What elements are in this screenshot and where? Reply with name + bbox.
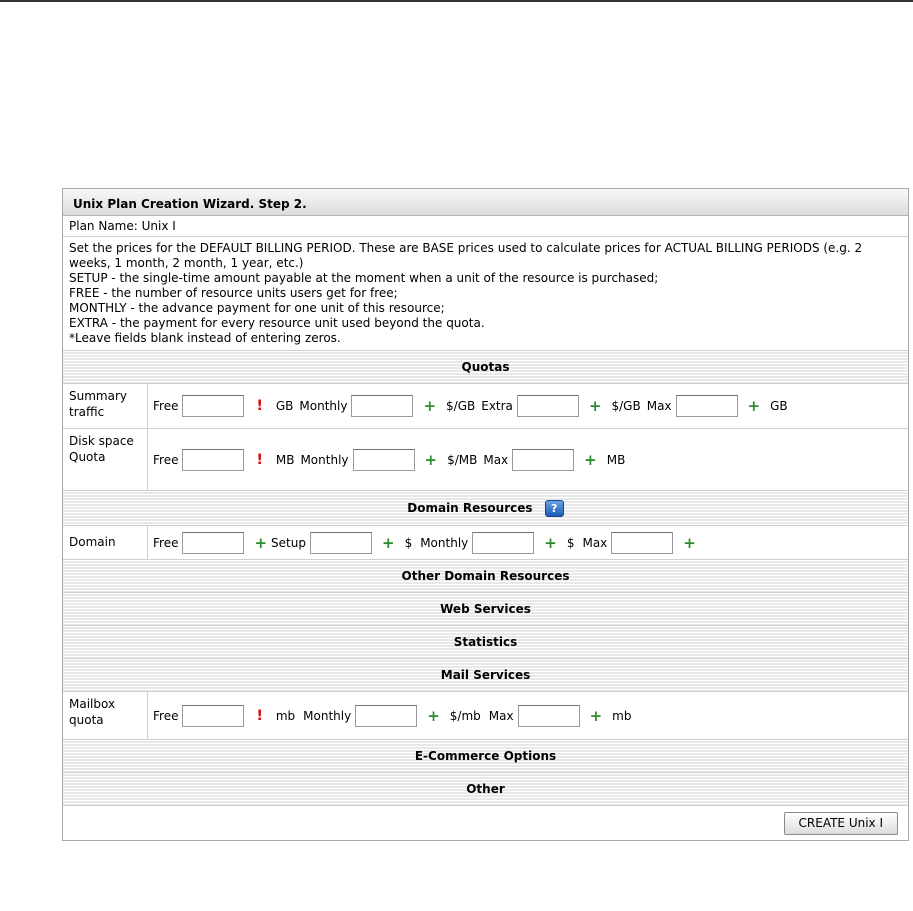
unit-label: MB [275, 452, 295, 467]
desc-line: EXTRA - the payment for every resource unit used beyond the quota. [69, 316, 485, 330]
desc-line: Set the prices for the DEFAULT BILLING PERIOD. These are BASE prices used to calculate prices for ACTUAL BILLING PERIODS (e.g. 2 weeks, 1 month, 2 month, 1 year, etc.) [69, 241, 863, 270]
unit-label: $/GB [446, 399, 476, 413]
domain-setup-input[interactable] [310, 532, 372, 554]
section-web-services[interactable]: Web Services [63, 593, 908, 626]
mailbox-free-input[interactable] [182, 705, 244, 727]
unit-label: GB [770, 399, 788, 413]
add-icon[interactable]: + [589, 706, 603, 725]
required-icon: ! [256, 707, 263, 724]
extra-label: Extra [481, 399, 513, 413]
section-domain-resources[interactable] [63, 491, 908, 526]
unit-label: $/MB [447, 452, 478, 467]
add-icon[interactable]: + [381, 533, 395, 552]
row-label: Disk space Quota [63, 429, 148, 490]
add-icon[interactable]: + [588, 397, 602, 415]
setup-label: Setup [271, 535, 306, 550]
unit-label: GB [275, 399, 294, 413]
traffic-monthly-input[interactable] [351, 395, 413, 417]
max-label: Max [582, 535, 608, 550]
section-other-domain-resources[interactable]: Other Domain Resources [63, 560, 908, 593]
row-domain [63, 526, 908, 560]
section-other[interactable]: Other [63, 773, 908, 806]
unit-label: $ [404, 535, 413, 550]
max-label: Max [646, 399, 672, 413]
mailbox-monthly-input[interactable] [355, 705, 417, 727]
free-label: Free [153, 535, 179, 550]
desc-line: FREE - the number of resource units users get for free; [69, 286, 398, 300]
wizard-footer [63, 806, 908, 840]
row-label: Domain [63, 526, 148, 559]
disk-free-input[interactable] [182, 449, 244, 471]
help-icon[interactable]: ? [545, 500, 564, 517]
domain-free-input[interactable] [182, 532, 244, 554]
row-label: Summary traffic [63, 384, 148, 428]
domain-monthly-input[interactable] [472, 532, 534, 554]
create-plan-button[interactable]: CREATE Unix I [784, 812, 898, 835]
monthly-label: Monthly [299, 399, 348, 413]
plan-name: Plan Name: Unix I [63, 216, 908, 237]
plan-wizard-panel [62, 188, 909, 841]
row-summary-traffic [63, 384, 908, 429]
required-icon: ! [256, 398, 263, 414]
traffic-max-input[interactable] [676, 395, 738, 417]
disk-max-input[interactable] [512, 449, 574, 471]
unit-label: mb [275, 708, 296, 723]
free-label: Free [153, 399, 179, 413]
free-label: Free [153, 452, 179, 467]
add-icon[interactable]: + [427, 706, 440, 725]
section-ecommerce-options[interactable]: E-Commerce Options [63, 740, 908, 773]
wizard-title: Unix Plan Creation Wizard. Step 2. [63, 189, 908, 216]
unit-label: $ [566, 535, 575, 550]
max-label: Max [488, 708, 514, 723]
monthly-label: Monthly [303, 708, 352, 723]
add-icon[interactable]: + [747, 397, 761, 415]
row-fields [148, 526, 908, 559]
wizard-description [63, 237, 908, 351]
top-divider [0, 0, 913, 2]
mailbox-max-input[interactable] [518, 705, 580, 727]
row-disk-space [63, 429, 908, 491]
section-label: Domain Resources [407, 501, 533, 515]
domain-max-input[interactable] [611, 532, 673, 554]
add-icon[interactable]: + [424, 450, 438, 469]
unit-label: MB [606, 452, 626, 467]
max-label: Max [483, 452, 509, 467]
add-icon[interactable]: + [683, 533, 696, 552]
row-fields [148, 692, 908, 739]
monthly-label: Monthly [420, 535, 469, 550]
monthly-label: Monthly [300, 452, 349, 467]
row-mailbox-quota [63, 692, 908, 740]
desc-line: SETUP - the single-time amount payable at the moment when a unit of the resource is purchased; [69, 271, 659, 285]
free-label: Free [153, 708, 179, 723]
add-icon[interactable]: + [423, 397, 437, 415]
disk-monthly-input[interactable] [353, 449, 415, 471]
unit-label: mb [612, 708, 632, 723]
traffic-extra-input[interactable] [517, 395, 579, 417]
row-fields [148, 384, 908, 428]
unit-label: $/mb [449, 708, 481, 723]
required-icon: ! [256, 451, 263, 468]
section-quotas[interactable]: Quotas [63, 351, 908, 384]
section-mail-services[interactable]: Mail Services [63, 659, 908, 692]
traffic-free-input[interactable] [182, 395, 244, 417]
row-label: Mailbox quota [63, 692, 148, 739]
unit-label: $/GB [611, 399, 641, 413]
add-icon[interactable]: + [254, 533, 268, 552]
row-fields [148, 429, 908, 490]
add-icon[interactable]: + [584, 450, 597, 469]
add-icon[interactable]: + [544, 533, 557, 552]
desc-line: *Leave fields blank instead of entering zeros. [69, 331, 341, 345]
section-statistics[interactable]: Statistics [63, 626, 908, 659]
desc-line: MONTHLY - the advance payment for one unit of this resource; [69, 301, 445, 315]
